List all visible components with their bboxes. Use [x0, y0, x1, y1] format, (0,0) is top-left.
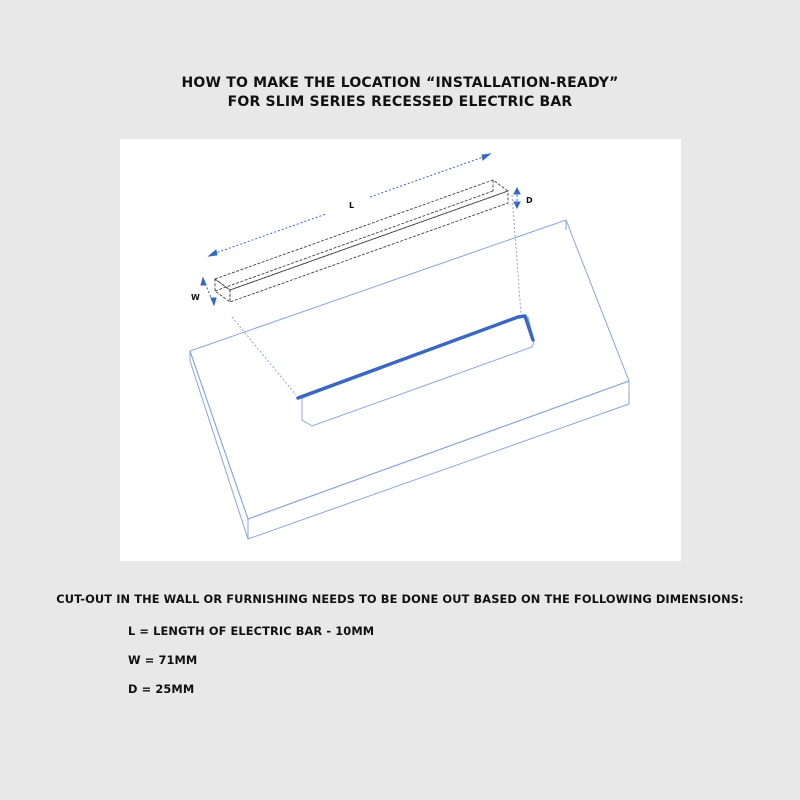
- depth-dimension: [514, 188, 520, 208]
- diagram-svg: [120, 139, 681, 561]
- installation-diagram: [120, 139, 681, 561]
- cut-out-note: CUT-OUT IN THE WALL OR FURNISHING NEEDS TO BE DONE OUT BASED ON THE FOLLOWING DIMENSIONS:: [56, 592, 744, 606]
- dimension-length: L = LENGTH OF ELECTRIC BAR - 10MM: [128, 624, 375, 638]
- electric-bar: [215, 180, 508, 302]
- width-dimension: [201, 278, 216, 305]
- dimension-depth: D = 25MM: [128, 682, 195, 696]
- label-width: W: [191, 293, 200, 302]
- cut-out-slot: [298, 316, 534, 426]
- label-depth: D: [526, 196, 533, 205]
- dimension-list: [128, 624, 374, 711]
- page-title: [0, 74, 800, 112]
- dimension-width: W = 71MM: [128, 653, 198, 667]
- label-length: L: [349, 201, 355, 210]
- title-line-2: FOR SLIM SERIES RECESSED ELECTRIC BAR: [227, 94, 573, 110]
- title-line-1: HOW TO MAKE THE LOCATION “INSTALLATION-READY”: [181, 75, 619, 91]
